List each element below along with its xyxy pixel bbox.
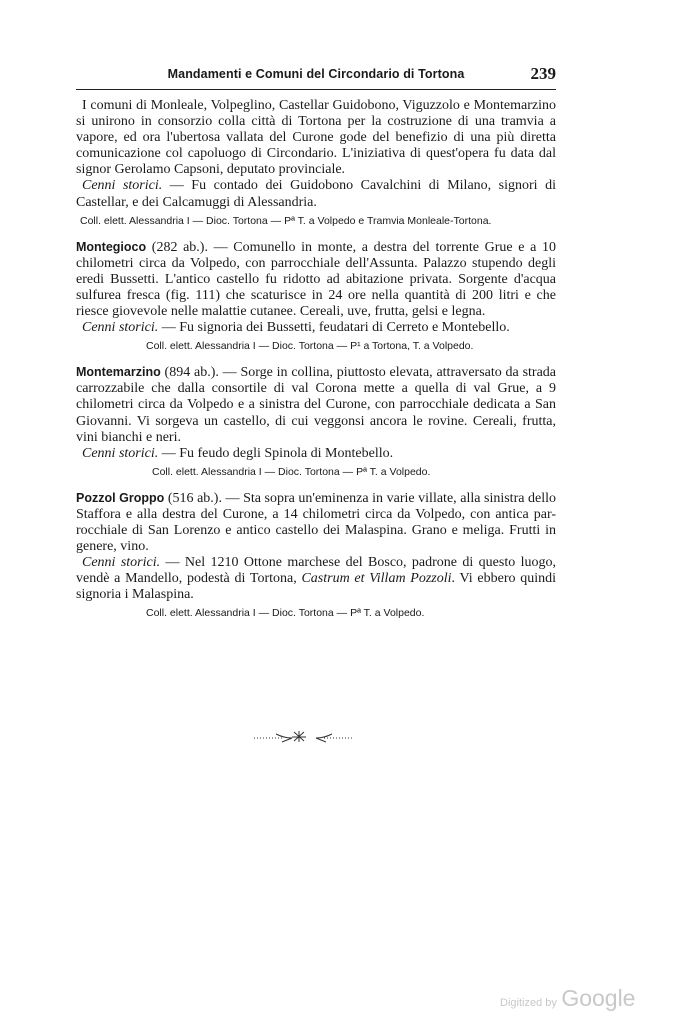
entry-name: Pozzol Groppo — [76, 490, 165, 505]
latin-quote: Castrum et Villam Pozzoli — [301, 571, 452, 587]
cenni-storici-paragraph — [76, 178, 556, 210]
cenni-storici-label: Cenni storici. — [82, 178, 163, 194]
running-header — [76, 64, 556, 86]
page-number: 239 — [530, 64, 556, 83]
text-line: (894 ab.). — Sorge in collina, piuttosto elevata, attraversato da — [160, 365, 519, 381]
electoral-line: Coll. elett. Alessandria I — Dioc. Tortona — Pª T. a Volpedo. — [146, 607, 425, 620]
entry-name: Montemarzino — [76, 365, 161, 380]
running-title: Mandamenti e Comuni del Circondario di Tortona — [167, 67, 465, 81]
text-line: — Fu contado dei Guidobono Cavalchini di Milano, signori di — [162, 178, 556, 194]
cenni-storici-paragraph — [76, 320, 556, 336]
text-line: vendè a Mandello, podestà di Tortona, — [76, 571, 302, 587]
digitized-by-google-watermark — [500, 985, 635, 1012]
header-rule — [76, 89, 556, 90]
entry-montegioco — [76, 239, 556, 354]
text-line: . Vi ebbero quindi — [451, 571, 556, 587]
text-line: sulfurea fresca (fig. 111) che scaturisce in 24 ore nella quantità di 200 litri e che — [76, 287, 556, 303]
watermark-prefix: Digitized by — [500, 997, 557, 1009]
text-line: strada carrozzabile che dalla consortile di val Corona mette a quella di val Grue, — [76, 365, 556, 397]
text-line: in genere, vino. — [76, 522, 557, 555]
entry-name: Montegioco — [76, 239, 147, 254]
text-line: a 9 chilometri circa da Volpedo e a sinistra del Curone, con parrocchiale dedicata — [76, 381, 557, 413]
text-line: signoria i Malaspina. — [76, 587, 194, 603]
cenni-storici-paragraph — [76, 555, 556, 603]
text-line: 10 chilometri circa da Volpedo, con parrocchiale dell'Assunta. Palazzo stupendo degli — [76, 239, 557, 271]
text-line: — Fu signoria dei Bussetti, feudatari di Cerreto e Montebello. — [158, 320, 510, 336]
text-line: — Nel 1210 Ottone marchese del Bosco, padrone di questo luogo, — [160, 555, 556, 571]
text-line: vapore, ed ora l'ubertosa vallata del Curone gode del benefizio di una più diretta — [76, 130, 556, 146]
text-line: si unirono in consorzio colla città di Tortona per la costruzione di una tramvia a — [76, 114, 556, 130]
cenni-storici-label: Cenni storici. — [82, 320, 159, 336]
text-line: frutta, vini bianchi e neri. — [76, 413, 556, 445]
text-line: rocchiale di San Lorenzo e antico castello dei Malaspina. Grano e meliga. Frutti — [76, 522, 541, 538]
cenni-storici-paragraph — [76, 446, 556, 462]
page-body — [76, 98, 556, 631]
text-line: Castellar, e dei Calcamuggi di Alessandria. — [76, 194, 317, 210]
text-line: — Fu feudo degli Spinola di Montebello. — [158, 445, 394, 461]
entry-paragraph — [76, 239, 556, 320]
electoral-line: Coll. elett. Alessandria I — Dioc. Tortona — Pª T. a Volpedo. — [152, 465, 431, 478]
entry-paragraph — [76, 490, 556, 555]
text-line: eredi Bussetti. L'antico castello fu ridotto ad abitazione privata. Sorgente d'acqua — [76, 271, 556, 287]
intro-paragraph — [76, 98, 556, 178]
entry-montemarzino — [76, 364, 556, 479]
electoral-line: Coll. elett. Alessandria I — Dioc. Tortona — Pª T. a Volpedo e Tramvia Monleale-Tortona. — [80, 214, 492, 227]
text-line: (282 ab.). — Comunello in monte, a destra del torrente Grue e a — [146, 239, 537, 255]
text-line: Staffora e alla destra del Curone, a 14 chilometri circa da Volpedo, con antica par- — [76, 506, 556, 522]
electoral-line: Coll. elett. Alessandria I — Dioc. Tortona — P¹ a Tortona, T. a Volpedo. — [146, 340, 474, 353]
cenni-storici-label: Cenni storici. — [82, 445, 159, 461]
text-line: I comuni di Monleale, Volpeglino, Castellar Guidobono, Viguzzolo e Montemarzino — [82, 98, 556, 113]
text-line: signor Gerolamo Capsoni, deputato provinciale. — [76, 162, 346, 178]
text-line: comunicazione col capoluogo di Circondario. L'iniziativa di quest'opera fu data dal — [76, 146, 556, 162]
text-line: riesce giovevole nelle malattie cutanee. Cereali, uve, frutta, gelsi e legna. — [76, 304, 486, 320]
entry-pozzol-groppo — [76, 490, 556, 621]
text-line: a San Giovanni. Vi sorgeva un castello, di cui veggonsi ancora le rovine. Cereali, — [76, 397, 557, 429]
fleuron-ornament-icon — [254, 729, 354, 745]
entry-paragraph — [76, 364, 556, 445]
cenni-storici-label: Cenni storici. — [82, 555, 161, 571]
text-line: (516 ab.). — Sta sopra un'eminenza in varie villate, alla sinistra dello — [164, 490, 557, 506]
google-logo-icon: Google — [561, 985, 636, 1011]
intro-block — [76, 98, 556, 228]
